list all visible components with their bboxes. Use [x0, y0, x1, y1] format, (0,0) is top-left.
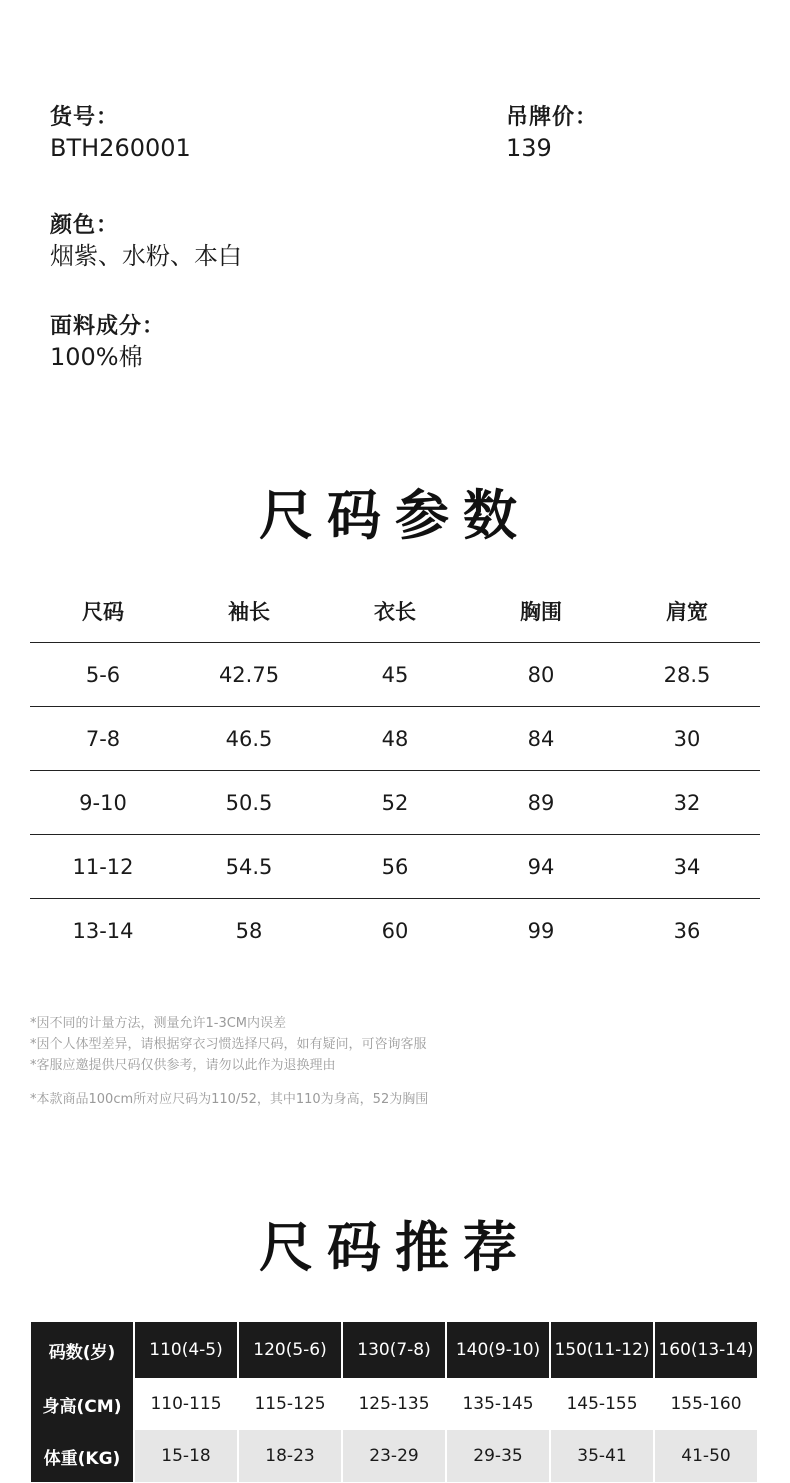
- header-cell-sleeve: 袖长: [228, 600, 270, 624]
- table-cell: 56: [381, 854, 409, 879]
- table-cell: 46.5: [225, 726, 273, 751]
- table-cell: 54.5: [225, 854, 273, 879]
- recommend-weight-cell: 29-35: [447, 1430, 549, 1482]
- fabric-value: 100%棉: [50, 343, 143, 371]
- table-row: [30, 771, 760, 835]
- size-recommend-title: 尺码推荐: [259, 1216, 531, 1279]
- table-cell: 50.5: [225, 790, 273, 815]
- table-cell: 45: [381, 662, 409, 687]
- recommend-height-cell: 155-160: [655, 1378, 757, 1430]
- recommend-size-cell: 120(5-6): [239, 1322, 341, 1378]
- table-cell: 52: [381, 790, 409, 815]
- price-value: 139: [506, 134, 552, 162]
- sku-label: 货号：: [50, 105, 120, 130]
- size-params-title: 尺码参数: [259, 484, 531, 547]
- recommend-weight-label: 体重(KG): [31, 1430, 133, 1482]
- table-row: [30, 643, 760, 707]
- table-cell: 84: [527, 726, 555, 751]
- recommend-size-cell: 140(9-10): [447, 1322, 549, 1378]
- table-row: [30, 707, 760, 771]
- color-block: [50, 212, 242, 272]
- recommend-height-label: 身高(CM): [31, 1378, 133, 1430]
- table-cell: 99: [527, 918, 555, 943]
- recommend-height-row: [31, 1378, 759, 1430]
- recommend-size-cell: 110(4-5): [135, 1322, 237, 1378]
- table-cell: 58: [235, 918, 263, 943]
- table-cell: 30: [673, 726, 701, 751]
- header-cell-chest: 胸围: [520, 600, 562, 624]
- table-cell: 48: [381, 726, 409, 751]
- recommend-height-cell: 115-125: [239, 1378, 341, 1430]
- size-params-table: [30, 580, 760, 962]
- table-cell: 94: [527, 854, 555, 879]
- fabric-label: 面料成分：: [50, 314, 166, 339]
- recommend-weight-cell: 15-18: [135, 1430, 237, 1482]
- table-cell: 11-12: [72, 854, 134, 879]
- size-recommend-table: [31, 1322, 759, 1482]
- sku-value: BTH260001: [50, 134, 191, 162]
- recommend-height-cell: 125-135: [343, 1378, 445, 1430]
- size-params-header-row: [30, 580, 760, 643]
- recommend-weight-cell: 41-50: [655, 1430, 757, 1482]
- fabric-block: [50, 313, 165, 373]
- table-cell: 13-14: [72, 918, 134, 943]
- color-value: 烟紫、水粉、本白: [50, 242, 242, 270]
- note-measurement: *因不同的计量方法，测量允许1-3CM内误差: [30, 1016, 287, 1031]
- table-cell: 89: [527, 790, 555, 815]
- table-cell: 7-8: [85, 726, 121, 751]
- table-cell: 32: [673, 790, 701, 815]
- header-cell-shoulder: 肩宽: [666, 600, 708, 624]
- recommend-height-cell: 145-155: [551, 1378, 653, 1430]
- recommend-weight-cell: 18-23: [239, 1430, 341, 1482]
- recommend-size-cell: 130(7-8): [343, 1322, 445, 1378]
- recommend-header-label: 码数(岁): [31, 1322, 133, 1378]
- sku-block: [50, 104, 191, 164]
- note-size-mapping: *本款商品100cm所对应尺码为110/52，其中110为身高，52为胸围: [30, 1092, 429, 1107]
- recommend-weight-cell: 35-41: [551, 1430, 653, 1482]
- recommend-size-cell: 150(11-12): [551, 1322, 653, 1378]
- table-row: [30, 835, 760, 899]
- note-service: *客服应邀提供尺码仅供参考，请勿以此作为退换理由: [30, 1058, 336, 1073]
- price-block: [506, 104, 598, 164]
- table-cell: 42.75: [218, 662, 280, 687]
- recommend-header-row: [31, 1322, 759, 1378]
- table-cell: 80: [527, 662, 555, 687]
- recommend-size-cell: 160(13-14): [655, 1322, 757, 1378]
- recommend-height-cell: 110-115: [135, 1378, 237, 1430]
- table-row: [30, 899, 760, 962]
- size-notes: [30, 1013, 428, 1110]
- table-cell: 5-6: [85, 662, 121, 687]
- table-cell: 34: [673, 854, 701, 879]
- header-cell-length: 衣长: [374, 600, 416, 624]
- recommend-height-cell: 135-145: [447, 1378, 549, 1430]
- header-cell-size: 尺码: [82, 600, 124, 624]
- table-cell: 9-10: [79, 790, 127, 815]
- note-body-type: *因个人体型差异，请根据穿衣习惯选择尺码，如有疑问，可咨询客服: [30, 1037, 427, 1052]
- price-label: 吊牌价：: [506, 105, 599, 130]
- table-cell: 36: [673, 918, 701, 943]
- table-cell: 28.5: [663, 662, 711, 687]
- table-cell: 60: [381, 918, 409, 943]
- recommend-weight-cell: 23-29: [343, 1430, 445, 1482]
- color-label: 颜色：: [50, 213, 120, 238]
- recommend-weight-row: [31, 1430, 759, 1482]
